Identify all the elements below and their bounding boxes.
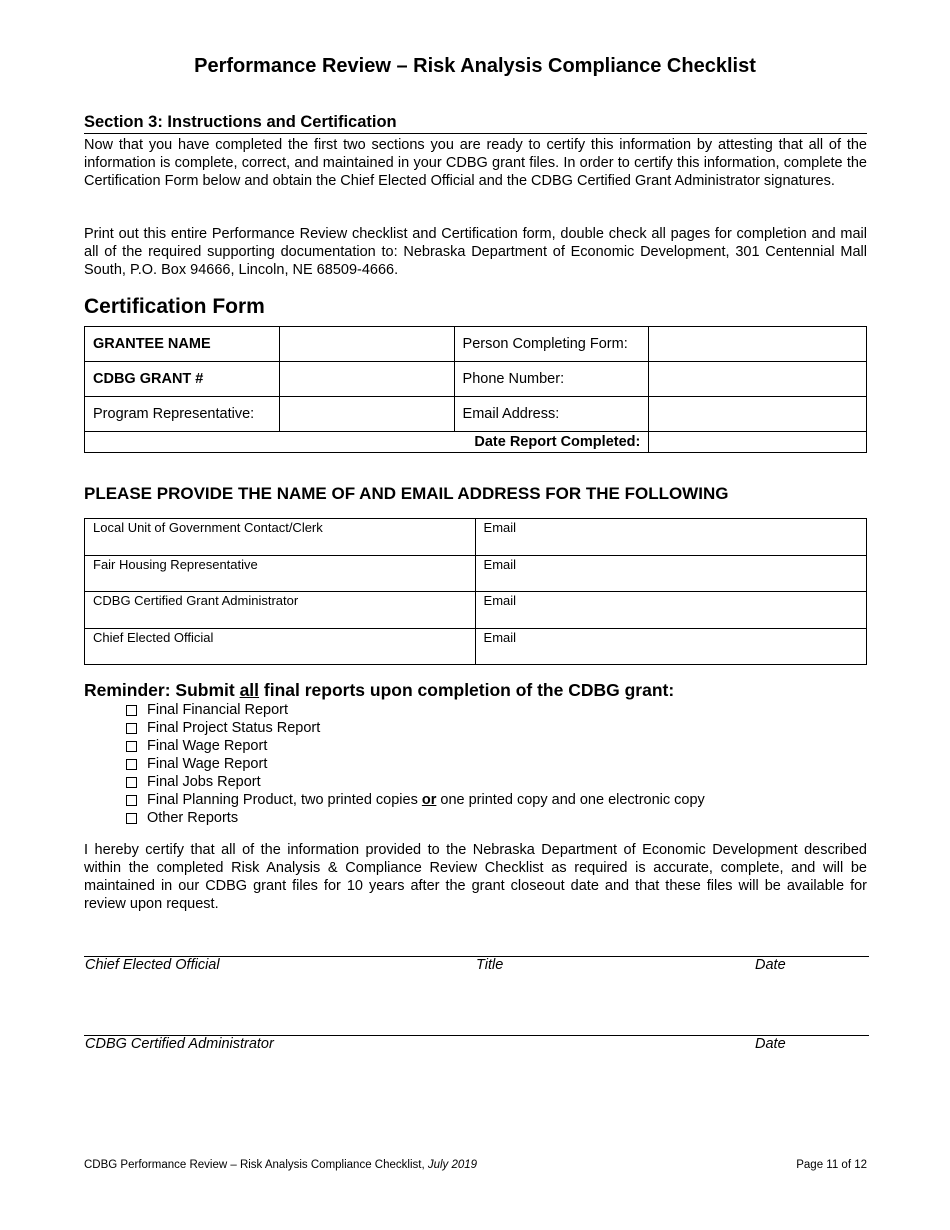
list-item	[126, 791, 705, 809]
reminder-emphasis: all	[239, 680, 260, 700]
contact-email-cell[interactable]: Email	[475, 519, 866, 556]
email-address-field[interactable]	[649, 397, 867, 432]
list-item	[126, 701, 705, 719]
checkbox[interactable]	[126, 723, 137, 734]
mailing-paragraph: Print out this entire Performance Review checklist and Certification form, double check all pages for completion and mail all of the required supporting documentation to: Nebraska Department of Economic Development, 301 Centennial Mall South, P.O. Box 94666, Lincoln, NE 68509-4666.	[84, 226, 867, 278]
checklist-label	[147, 791, 705, 809]
contact-email-cell[interactable]: Email	[475, 592, 866, 629]
page-title: Performance Review – Risk Analysis Compliance Checklist	[194, 55, 756, 77]
footer-left	[84, 1159, 477, 1171]
cdbg-grant-label: CDBG GRANT #	[85, 362, 280, 397]
email-address-label: Email Address:	[454, 397, 649, 432]
final-reports-checklist	[126, 701, 705, 827]
checkbox[interactable]	[126, 813, 137, 824]
program-representative-field[interactable]	[279, 397, 454, 432]
instructions-paragraph: Now that you have completed the first two sections you are ready to certify this information by attesting that all of the information is complete, correct, and maintained in your CDBG grant files. In order to certify this information, complete the Certification Form below and obtain the Chief Elected Official and the CDBG Certified Grant Administrator signatures.	[84, 137, 867, 189]
footer-date: July 2019	[427, 1159, 478, 1171]
planning-before: Final Planning Product, two printed copies	[147, 792, 422, 808]
person-completing-label: Person Completing Form:	[454, 327, 649, 362]
certification-form-table	[84, 326, 867, 453]
grantee-name-field[interactable]	[279, 327, 454, 362]
contact-name-cell[interactable]: Local Unit of Government Contact/Clerk	[85, 519, 476, 556]
grantee-name-label: GRANTEE NAME	[85, 327, 280, 362]
checkbox[interactable]	[126, 759, 137, 770]
checkbox[interactable]	[126, 795, 137, 806]
planning-or: or	[421, 792, 437, 808]
contacts-table	[84, 518, 867, 665]
program-representative-label: Program Representative:	[85, 397, 280, 432]
date-label: Date	[755, 957, 786, 973]
certification-form-title: Certification Form	[84, 295, 265, 318]
checklist-label: Final Project Status Report	[147, 720, 321, 736]
person-completing-field[interactable]	[649, 327, 867, 362]
reminder-suffix: final reports upon completion of the CDBG grant:	[259, 680, 675, 700]
section-heading: Section 3: Instructions and Certification	[84, 113, 867, 134]
chief-official-label: Chief Elected Official	[85, 957, 220, 973]
phone-number-label: Phone Number:	[454, 362, 649, 397]
title-label: Title	[476, 957, 504, 973]
table-row	[85, 519, 867, 556]
contact-name-cell[interactable]: Fair Housing Representative	[85, 555, 476, 592]
checklist-label: Final Wage Report	[147, 738, 268, 754]
checklist-label: Final Financial Report	[147, 702, 289, 718]
date-report-completed-label: Date Report Completed:	[85, 432, 649, 453]
checklist-label: Other Reports	[147, 810, 239, 826]
list-item	[126, 737, 705, 755]
date-label: Date	[755, 1036, 786, 1052]
phone-number-field[interactable]	[649, 362, 867, 397]
checkbox[interactable]	[126, 777, 137, 788]
list-item	[126, 809, 705, 827]
contacts-title: PLEASE PROVIDE THE NAME OF AND EMAIL ADDRESS FOR THE FOLLOWING	[84, 484, 729, 503]
checklist-label: Final Wage Report	[147, 756, 268, 772]
table-row	[85, 592, 867, 629]
table-row	[85, 555, 867, 592]
checkbox[interactable]	[126, 741, 137, 752]
contact-email-cell[interactable]: Email	[475, 628, 866, 665]
planning-after: one printed copy and one electronic copy	[436, 792, 705, 808]
footer-document-name: CDBG Performance Review – Risk Analysis Compliance Checklist,	[84, 1159, 428, 1171]
reminder-heading	[84, 680, 674, 701]
cdbg-grant-field[interactable]	[279, 362, 454, 397]
table-row	[85, 628, 867, 665]
list-item	[126, 719, 705, 737]
checklist-label: Final Jobs Report	[147, 774, 261, 790]
reminder-prefix: Reminder: Submit	[84, 680, 240, 700]
administrator-label: CDBG Certified Administrator	[85, 1036, 274, 1052]
date-report-completed-field[interactable]	[649, 432, 867, 453]
contact-name-cell[interactable]: CDBG Certified Grant Administrator	[85, 592, 476, 629]
list-item	[126, 755, 705, 773]
list-item	[126, 773, 705, 791]
contact-email-cell[interactable]: Email	[475, 555, 866, 592]
checkbox[interactable]	[126, 705, 137, 716]
contact-name-cell[interactable]: Chief Elected Official	[85, 628, 476, 665]
certification-statement: I hereby certify that all of the information provided to the Nebraska Department of Economic Development described within the completed Risk Analysis & Compliance Review Checklist as required is accurate, complete, and will be maintained in our CDBG grant files for 10 years after the grant closeout date and that these files will be available for review upon request.	[84, 842, 867, 912]
page-number: Page 11 of 12	[796, 1159, 867, 1171]
